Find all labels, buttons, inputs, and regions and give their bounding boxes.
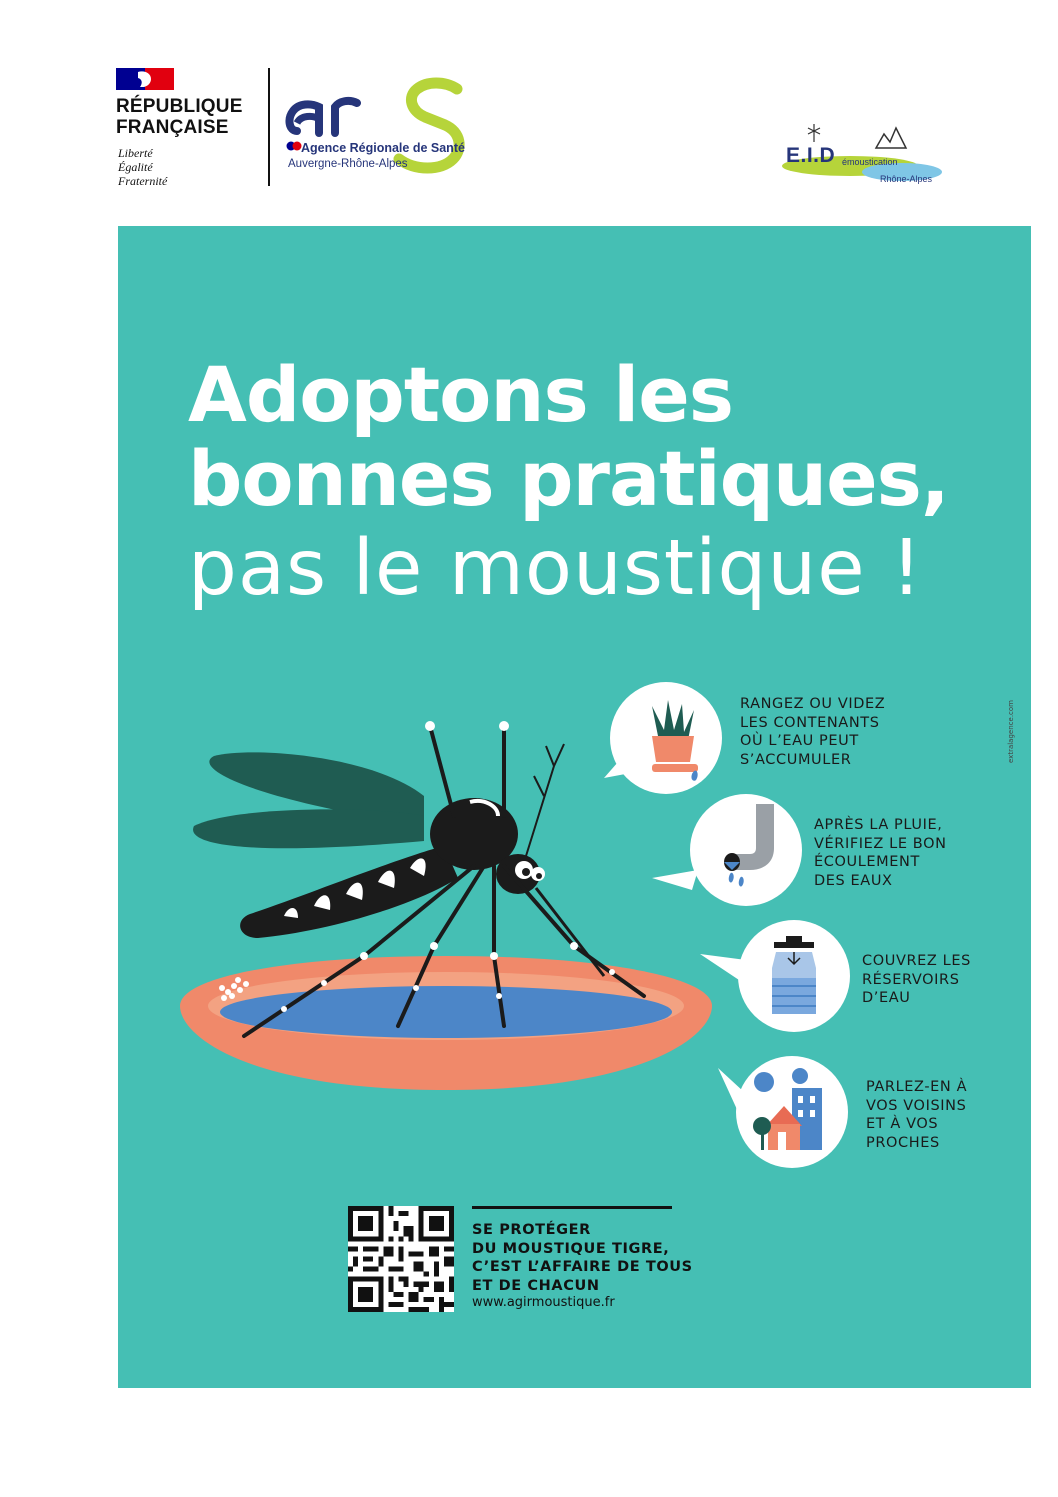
- eid-logo: [780, 120, 950, 190]
- marianne-profile-icon: [134, 70, 156, 88]
- headline-line-3: pas le moustique !: [188, 524, 923, 613]
- headline-line-1: Adoptons les: [188, 350, 734, 439]
- republique-name: RÉPUBLIQUE FRANÇAISE: [116, 96, 243, 138]
- eid-word-demoustication: émoustication: [842, 157, 898, 167]
- tip-text-2: APRÈS LA PLUIE, VÉRIFIEZ LE BON ÉCOULEMENT DES EAUX: [814, 817, 947, 889]
- slogan-rule: [472, 1206, 672, 1209]
- header-divider: [268, 68, 270, 186]
- plant-pot-icon: [638, 696, 708, 786]
- eid-letters: E.I.D: [786, 144, 836, 167]
- neighbors-houses-icon: [750, 1066, 830, 1156]
- water-tank-icon: [764, 934, 824, 1024]
- qr-code[interactable]: [348, 1206, 454, 1312]
- slogan-text: SE PROTÉGER DU MOUSTIQUE TIGRE, C’EST L’AFFAIRE DE TOUS ET DE CHACUN: [472, 1222, 693, 1294]
- tip-text-3: COUVREZ LES RÉSERVOIRS D’EAU: [862, 953, 971, 1006]
- ars-logo: [285, 75, 475, 190]
- website-link[interactable]: www.agirmoustique.fr: [472, 1295, 615, 1310]
- ars-agency-name: Agence Régionale de Santé: [301, 141, 465, 155]
- headline-line-2: bonnes pratiques,: [188, 434, 949, 523]
- republique-francaise-logo: [116, 68, 266, 188]
- marianne-flag-icon: [116, 68, 174, 90]
- agency-credit: extralagence.com: [1007, 700, 1015, 763]
- eid-word-region: Rhône-Alpes: [880, 174, 933, 184]
- tip-text-1: RANGEZ OU VIDEZ LES CONTENANTS OÙ L’EAU PEUT S’ACCUMULER: [740, 696, 886, 768]
- gutter-pipe-icon: [712, 804, 782, 894]
- republique-motto: Liberté Égalité Fraternité: [118, 146, 168, 188]
- tip-text-4: PARLEZ-EN À VOS VOISINS ET À VOS PROCHES: [866, 1079, 968, 1151]
- ars-region-name: Auvergne-Rhône-Alpes: [288, 158, 408, 170]
- poster-panel: [118, 226, 1031, 1388]
